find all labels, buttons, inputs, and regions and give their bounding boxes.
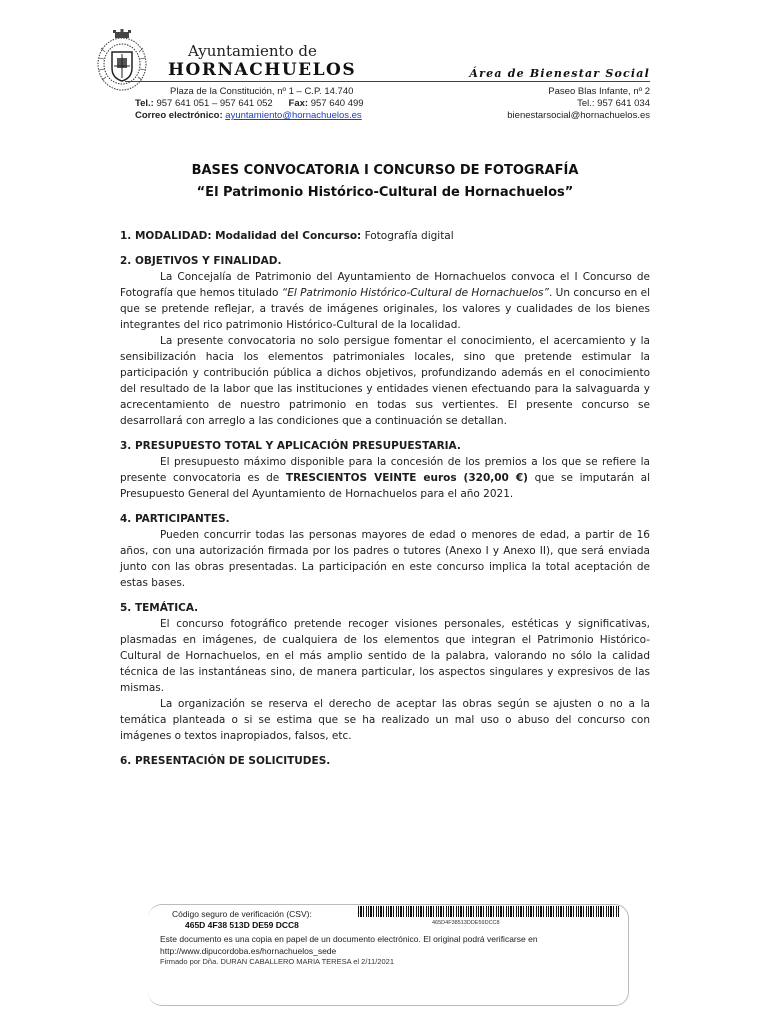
signature-line: Firmado por Dña. DURAN CABALLERO MARIA TERESA el 2/11/2021	[160, 957, 394, 966]
csv-code: 465D 4F38 513D DE59 DCC8	[185, 920, 299, 930]
section-1-heading: 1. MODALIDAD: Modalidad del Concurso:	[120, 230, 362, 242]
section-3-heading: 3. PRESUPUESTO TOTAL Y APLICACIÓN PRESUPUESTARIA.	[120, 440, 461, 452]
tel-value: 957 641 051 – 957 641 052	[156, 98, 273, 109]
org-name-line1: Ayuntamiento de	[188, 42, 317, 60]
section-2-paragraph-1	[120, 269, 650, 333]
section-2-heading: 2. OBJETIVOS Y FINALIDAD.	[120, 255, 282, 267]
address-left	[135, 86, 364, 122]
document-body	[120, 228, 650, 769]
header-rule	[125, 81, 650, 82]
section-6-heading: 6. PRESENTACIÓN DE SOLICITUDES.	[120, 755, 331, 767]
section-5-paragraph-1: El concurso fotográfico pretende recoger visiones personales, estéticas y significativas, plasmadas en imágenes, de cualquiera de los elementos que integran el Patrimonio Histórico-Cultural de Hornachuelos, en el más amplio sentido de la palabra, valorando no sólo la calidad técnica de las instantáneas sino, de manera particular, los aspectos singulares y expresivos de las mismas.	[120, 618, 650, 694]
department-name: Área de Bienestar Social	[469, 67, 650, 80]
s2-p1-text-b: . Un concurso en el que se pretende reflejar, a través de imágenes originales, los valores y cualidades de los bienes integrantes del rico patrimonio Histórico-Cultural de la localidad.	[120, 287, 651, 331]
address-right	[507, 86, 650, 122]
s2-p1-italic: “El Patrimonio Histórico-Cultural de Hornachuelos”	[281, 287, 549, 299]
section-4-paragraph-1: Pueden concurrir todas las personas mayores de edad o menores de edad, a partir de 16 años, con una autorización firmada por los padres o tutores (Anexo I y Anexo II), que será enviada junto con las obras presentadas. La participación en este concurso implica la total aceptación de estas bases.	[120, 529, 650, 589]
s3-p1-bold: TRESCIENTOS VEINTE euros (320,00 €)	[285, 472, 528, 484]
section-5-heading: 5. TEMÁTICA.	[120, 602, 199, 614]
document-subtitle: “El Patrimonio Histórico-Cultural de Hornachuelos”	[196, 185, 574, 200]
tel-label: Tel.:	[135, 98, 154, 109]
email-label: Correo electrónico:	[135, 110, 223, 121]
municipal-seal-logo	[93, 28, 151, 94]
org-name-line2: HORNACHUELOS	[168, 60, 357, 80]
section-3-paragraph-1	[120, 454, 650, 502]
address-right-tel: Tel.: 957 641 034	[577, 98, 650, 109]
address-street: Plaza de la Constitución, nº 1 – C.P. 14.740	[170, 86, 354, 97]
verification-text: Este documento es una copia en papel de un documento electrónico. El original podrá verificarse en http://www.dipucordoba.es/hornachuelos_sede	[160, 934, 538, 956]
document-title-block	[0, 160, 770, 204]
fax-label: Fax:	[288, 98, 309, 109]
section-1-text: Fotografía digital	[364, 230, 454, 242]
email-link[interactable]: ayuntamiento@hornachuelos.es	[225, 110, 362, 121]
barcode-text: 465D4F38513DDE59DCC8	[432, 920, 500, 926]
s3-p1-text-b: que se imputarán al Presupuesto General del Ayuntamiento de Hornachuelos para el año 2021.	[120, 472, 650, 500]
address-email	[135, 110, 364, 122]
s2-p1-text-a: La Concejalía de Patrimonio del Ayuntamiento de Hornachuelos convoca el I Concurso de Fotografía que hemos titulado	[120, 271, 650, 299]
section-1	[120, 228, 650, 244]
section-5-paragraph-2: La organización se reserva el derecho de aceptar las obras según se ajusten o no a la temática planteada o si se estima que se ha realizado un mal uso o abuso del concurso con imágenes o textos inapropiados, falsos, etc.	[120, 698, 650, 742]
document-title: BASES CONVOCATORIA I CONCURSO DE FOTOGRAFÍA	[191, 163, 579, 178]
fax-value: 957 640 499	[310, 98, 364, 109]
barcode	[358, 906, 620, 917]
s3-p1-text-a: El presupuesto máximo disponible para la concesión de los premios a los que se refiere la presente convocatoria es de	[120, 456, 650, 484]
section-4-heading: 4. PARTICIPANTES.	[120, 513, 230, 525]
address-phones	[135, 98, 364, 110]
address-right-street: Paseo Blas Infante, nº 2	[548, 86, 650, 97]
csv-label: Código seguro de verificación (CSV):	[172, 909, 312, 919]
address-right-email: bienestarsocial@hornachuelos.es	[507, 110, 650, 121]
section-2-paragraph-2: La presente convocatoria no solo persigue fomentar el conocimiento, el acercamiento y la sensibilización hacia los elementos patrimoniales locales, sino que pretende estimular la participación y contribución pública a dichos objetivos, profundizando además en el conocimiento del resultado de la labor que las instituciones y entidades vienen efectuando para la salvaguarda y acrecentamiento de nuestro patrimonio en todas sus vertientes. El presente concurso se desarrollará con arreglo a las condiciones que a continuación se detallan.	[120, 335, 650, 427]
